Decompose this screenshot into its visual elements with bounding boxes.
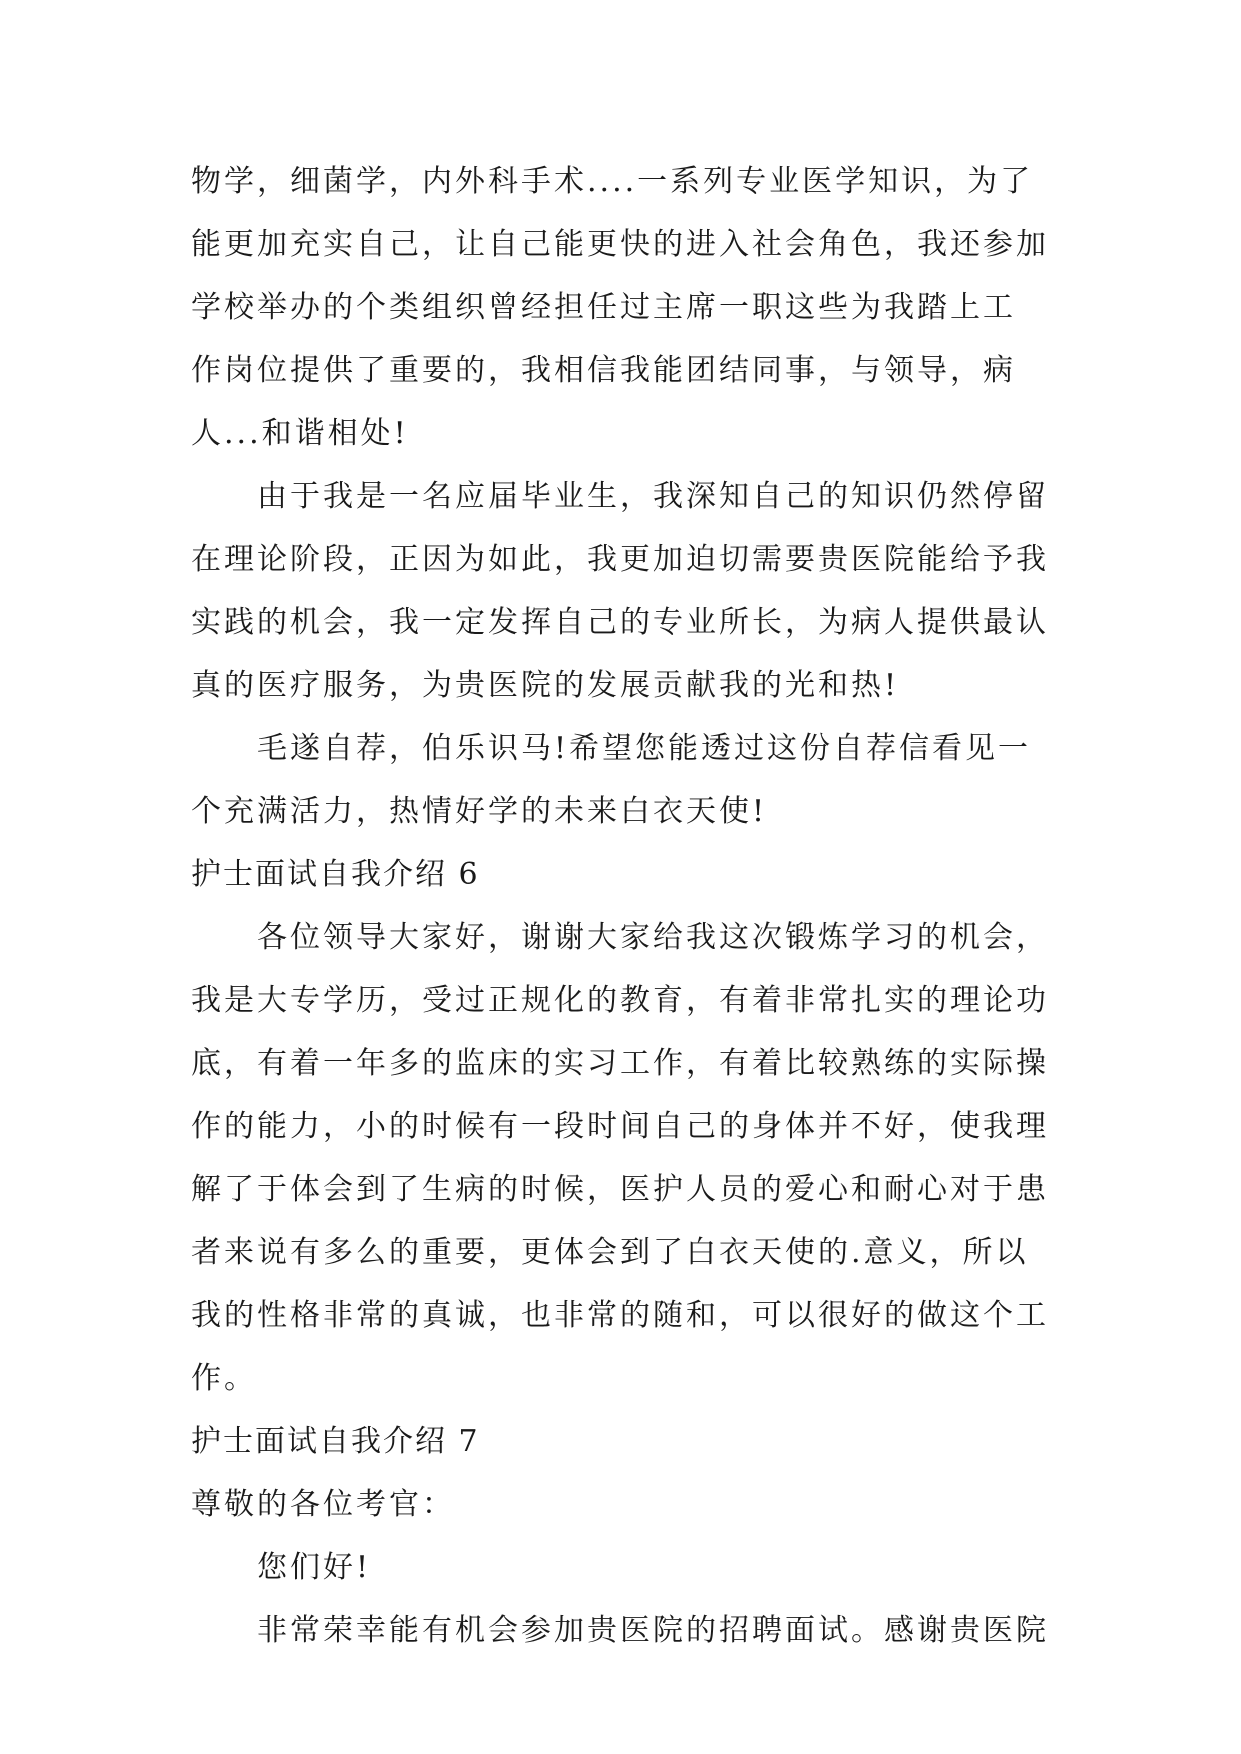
body-line: 真的医疗服务，为贵医院的发展贡献我的光和热!	[191, 668, 900, 703]
body-line: 解了于体会到了生病的时候，医护人员的爱心和耐心对于患	[191, 1172, 1049, 1207]
body-line: 者来说有多么的重要，更体会到了白衣天使的.意义，所以	[191, 1235, 1029, 1270]
greeting: 您们好!	[257, 1550, 372, 1585]
body-line: 我的性格非常的真诚，也非常的随和，可以很好的做这个工	[191, 1298, 1049, 1333]
body-line: 学校举办的个类组织曾经担任过主席一职这些为我踏上工	[191, 290, 1016, 325]
body-line: 能更加充实自己，让自己能更快的进入社会角色，我还参加	[191, 227, 1049, 262]
paragraph-first-line: 由于我是一名应届毕业生，我深知自己的知识仍然停留	[257, 479, 1049, 514]
body-line: 作岗位提供了重要的，我相信我能团结同事，与领导，病	[191, 353, 1016, 388]
body-line: 底，有着一年多的监床的实习工作，有着比较熟练的实际操	[191, 1046, 1049, 1081]
body-line: 作的能力，小的时候有一段时间自己的身体并不好，使我理	[191, 1109, 1049, 1144]
body-line: 物学，细菌学，内外科手术....一系列专业医学知识，为了	[191, 164, 1034, 199]
section-heading: 护士面试自我介绍 6	[191, 857, 480, 892]
body-line: 在理论阶段，正因为如此，我更加迫切需要贵医院能给予我	[191, 542, 1049, 577]
body-line: 我是大专学历，受过正规化的教育，有着非常扎实的理论功	[191, 983, 1049, 1018]
paragraph-first-line: 毛遂自荐，伯乐识马!希望您能透过这份自荐信看见一	[257, 731, 1032, 766]
document-page	[191, 150, 1051, 1662]
body-line: 个充满活力，热情好学的未来白衣天使!	[191, 794, 768, 829]
paragraph-first-line: 各位领导大家好，谢谢大家给我这次锻炼学习的机会，	[257, 920, 1049, 955]
body-line: 实践的机会，我一定发挥自己的专业所长，为病人提供最认	[191, 605, 1049, 640]
salutation: 尊敬的各位考官：	[191, 1487, 455, 1522]
body-line: 人...和谐相处!	[191, 416, 409, 451]
section-heading: 护士面试自我介绍 7	[191, 1424, 480, 1459]
body-line: 作。	[191, 1361, 257, 1396]
paragraph-first-line: 非常荣幸能有机会参加贵医院的招聘面试。感谢贵医院	[257, 1613, 1049, 1648]
